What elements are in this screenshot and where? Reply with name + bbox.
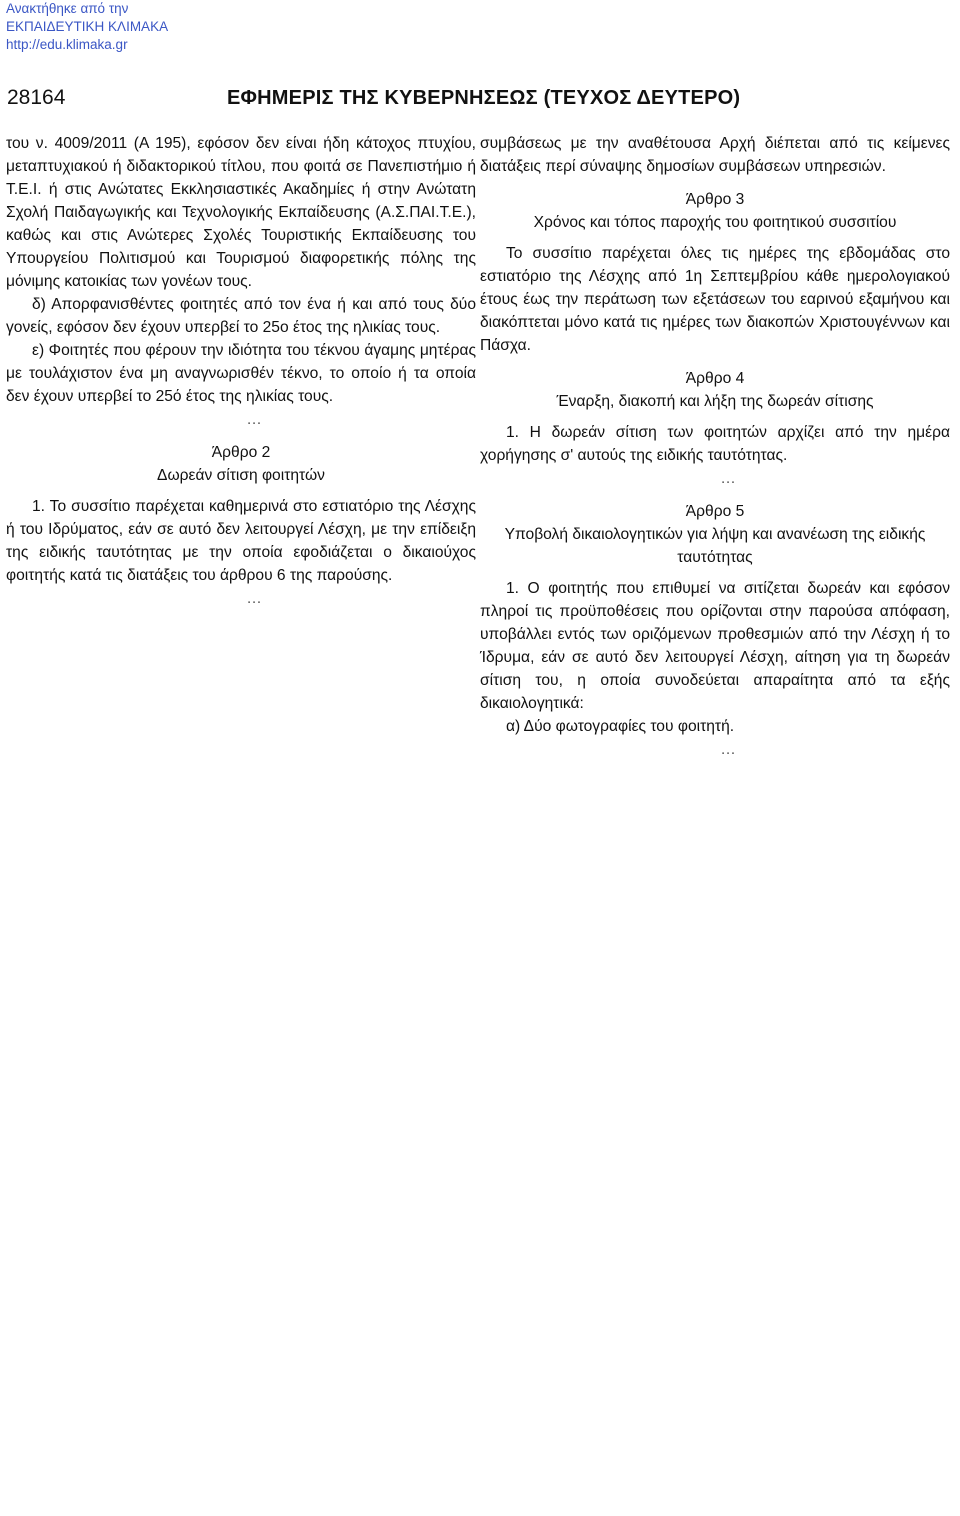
article-3-subtitle: Χρόνος και τόπος παροχής του φοιτητικού συσσιτίου [533, 214, 897, 231]
article-5-title: Άρθρο 5 [685, 503, 745, 520]
gazette-title: ΕΦΗΜΕΡΙΣ ΤΗΣ ΚΥΒΕΡΝΗΣΕΩΣ (ΤΕΥΧΟΣ ΔΕΥΤΕΡΟ) [227, 87, 741, 109]
paragraph: 1. Ο φοιτητής που επιθυμεί να σιτίζεται δωρεάν και εφόσον πληροί τις προϋποθέσεις που ορίζονται στην παρούσα απόφαση, υποβάλλει εντός των οριζόμενων προθεσμιών από την Λέσχη ή το Ίδρυμα, εάν σε αυτό δεν λειτουργεί Λέσχη, αίτηση για τη δωρεάν σίτιση του, η οποία συνοδεύεται απαραίτητα από τα εξής δικαιολογητικά: [480, 580, 950, 712]
paragraph: ε) Φοιτητές που φέρουν την ιδιότητα του τέκνου άγαμης μητέρας με τουλάχιστον ένα μη αναγνωρισθέν τέκνο, το οποίο ή τα οποία δεν έχουν υπερβεί το 25ό έτος της ηλικίας τους. [6, 342, 476, 405]
omission-marker: … [246, 590, 262, 607]
page-number: 28164 [7, 86, 66, 109]
watermark-url[interactable]: http://edu.klimaka.gr [6, 37, 128, 52]
paragraph: 1. Το συσσίτιο παρέχεται καθημερινά στο εστιατόριο της Λέσχης ή του Ιδρύματος, εάν σε αυτό δεν λειτουργεί Λέσχη, με την επίδειξη της ειδικής ταυτότητας με την οποία εφοδιάζεται ο δικαιούχος φοιτητής κατά τις διατάξεις του άρθρου 6 της παρούσης. [6, 498, 476, 584]
article-2-title: Άρθρο 2 [211, 444, 271, 461]
article-3-title: Άρθρο 3 [685, 191, 745, 208]
watermark-line-2: ΕΚΠΑΙΔΕΥΤΙΚΗ ΚΛΙΜΑΚΑ [6, 19, 169, 34]
article-2-subtitle: Δωρεάν σίτιση φοιτητών [157, 467, 325, 484]
paragraph: δ) Απορφανισθέντες φοιτητές από τον ένα ή και από τους δύο γονείς, εφόσον δεν έχουν υπερβεί το 25ο έτος της ηλικίας τους. [6, 296, 476, 336]
article-4-title: Άρθρο 4 [685, 370, 745, 387]
paragraph: Το συσσίτιο παρέχεται όλες τις ημέρες της εβδομάδας στο εστιατόριο της Λέσχης από 1η Σεπτεμβρίου κάθε ημερολογιακού έτους έως την περάτωση των εξετάσεων του εαρινού εξαμήνου και διακόπτεται μόνο κατά τις ημέρες των διακοπών Χριστουγέννων και Πάσχα. [480, 245, 950, 354]
article-5-subtitle: Υποβολή δικαιολογητικών για λήψη και ανανέωση της ειδικής ταυτότητας [504, 526, 926, 566]
paragraph: του ν. 4009/2011 (Α 195), εφόσον δεν είναι ήδη κάτοχος πτυχίου, μεταπτυχιακού ή διδακτορικού τίτλου, που φοιτά σε Πανεπιστήμιο ή Τ.Ε.Ι. ή στις Ανώτατες Εκκλησιαστικές Ακαδημίες ή στην Ανώτατη Σχολή Παιδαγωγικής και Τεχνολογικής Εκπαίδευσης (Α.Σ.ΠΑΙ.Τ.Ε.), καθώς και στις Ανώτερες Σχολές Τουριστικής Εκπαίδευσης του Υπουργείου Πολιτισμού και Τουρισμού διαφορετικής πόλης της μόνιμης κατοικίας των γονέων τους. [6, 135, 476, 290]
article-4-subtitle: Έναρξη, διακοπή και λήξη της δωρεάν σίτισης [556, 393, 874, 410]
paragraph: α) Δύο φωτογραφίες του φοιτητή. [506, 718, 735, 735]
paragraph: συμβάσεως με την αναθέτουσα Αρχή διέπεται από τις κείμενες διατάξεις περί σύναψης δημοσίων συμβάσεων υπηρεσιών. [480, 135, 950, 175]
text-columns [6, 132, 950, 761]
paragraph: 1. Η δωρεάν σίτιση των φοιτητών αρχίζει από την ημέρα χορήγησης σ' αυτούς της ειδικής ταυτότητας. [480, 424, 950, 464]
right-column [480, 132, 950, 761]
source-watermark [6, 0, 168, 54]
omission-marker: … [246, 411, 262, 428]
watermark-line-1: Ανακτήθηκε από την [6, 1, 129, 16]
omission-marker: … [720, 470, 736, 487]
left-column [6, 132, 476, 761]
omission-marker: … [720, 741, 736, 758]
running-header [7, 86, 952, 110]
